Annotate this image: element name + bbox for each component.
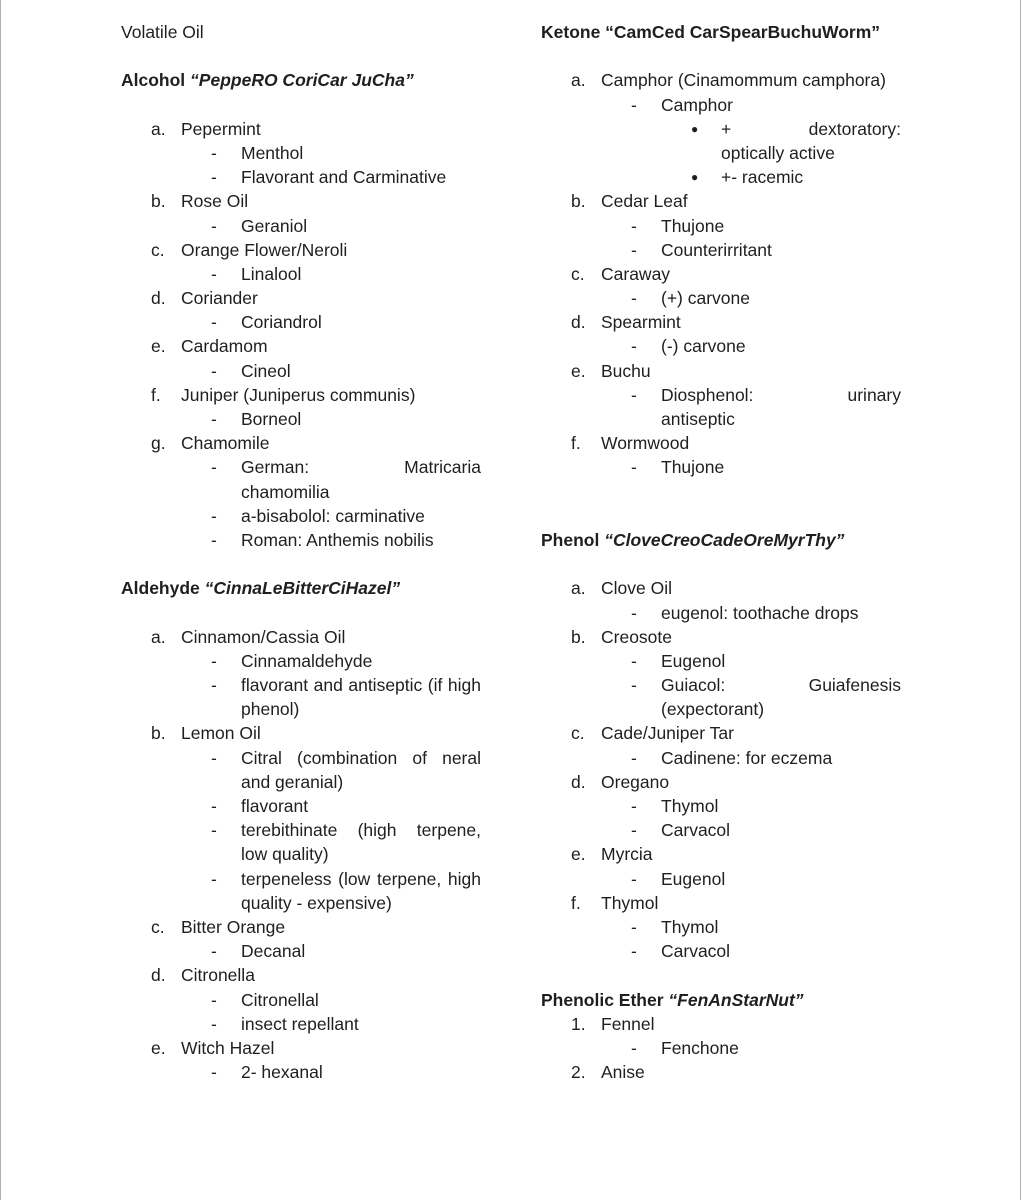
- sub-item: - Linalool: [211, 263, 302, 284]
- sub-item: - Borneol: [211, 409, 302, 429]
- document-title: Volatile Oil: [121, 22, 204, 42]
- right-column: [541, 20, 901, 1084]
- sub-item: - Eugenol: [631, 650, 726, 671]
- list-item: c. Bitter Orange: [151, 917, 286, 937]
- aldehyde-mnemonic: “CinnaLeBitterCiHazel”: [204, 578, 401, 599]
- sub-item: - Carvacol: [631, 820, 731, 841]
- sub-item: - Diosphenol: urinary: [631, 384, 901, 405]
- sub-item: - insect repellant: [211, 1013, 359, 1034]
- list-item: f. Wormwood: [571, 433, 690, 454]
- sub-item: - Decanal: [211, 941, 306, 962]
- list-item: d. Citronella: [151, 965, 255, 986]
- ketone-heading: Ketone “CamCed CarSpearBuchuWorm”: [541, 22, 881, 42]
- sub-item: - terebithinate (high terpene, low quality): [211, 820, 481, 865]
- sub-item: - Fenchone: [631, 1037, 739, 1058]
- alcohol-heading: Alcohol “PeppeRO CoriCar JuCha”: [121, 70, 414, 91]
- sub-item: - Cadinene: for eczema: [631, 747, 833, 768]
- bullet-item: ● + dextoratory:: [691, 118, 901, 139]
- list-item: 1. Fennel: [571, 1013, 655, 1034]
- phenol-heading: Phenol “CloveCreoCadeOreMyrThy”: [541, 529, 845, 550]
- sub-item: - Camphor: [631, 94, 733, 115]
- sub-item: - Menthol: [211, 142, 304, 163]
- sub-item: - Geraniol: [211, 215, 308, 236]
- aldehyde-heading: Aldehyde “CinnaLeBitterCiHazel”: [121, 578, 401, 599]
- sub-item: - (+) carvone: [631, 288, 750, 309]
- sub-item: - a-bisabolol: carminative: [211, 505, 425, 526]
- list-item: 2. Anise: [571, 1062, 645, 1083]
- sub-item: - German: Matricaria: [211, 457, 481, 478]
- alcohol-mnemonic: “PeppeRO CoriCar JuCha”: [190, 70, 414, 91]
- sub-item: - Eugenol: [631, 868, 726, 889]
- sub-item: - Thymol: [631, 916, 719, 937]
- list-item: b. Lemon Oil: [151, 723, 261, 744]
- sub-item-continued: chamomilia: [241, 481, 330, 502]
- list-item: e. Cardamom: [151, 336, 268, 357]
- sub-item: - Coriandrol: [211, 312, 322, 333]
- list-item: g. Chamomile: [151, 433, 270, 454]
- phenolic-ether-heading: Phenolic Ether “FenAnStarNut”: [541, 989, 804, 1010]
- sub-item: - Citral (combination of neral and geranial): [211, 747, 481, 792]
- phenolic-ether-mnemonic: “FenAnStarNut”: [668, 989, 804, 1010]
- bullet-item: ● +- racemic: [691, 167, 804, 188]
- list-item: e. Buchu: [571, 360, 651, 381]
- sub-item: - 2- hexanal: [211, 1062, 323, 1083]
- list-item: d. Spearmint: [571, 312, 681, 333]
- sub-item: - Citronellal: [211, 989, 319, 1010]
- sub-item: - Counterirritant: [631, 239, 772, 260]
- sub-item: - Roman: Anthemis nobilis: [211, 529, 434, 550]
- list-item: c. Cade/Juniper Tar: [571, 723, 734, 744]
- sub-item-continued: antiseptic: [661, 409, 735, 429]
- left-column: [121, 20, 481, 1084]
- list-item: b. Rose Oil: [151, 191, 249, 212]
- list-item: a. Camphor (Cinamommum camphora): [571, 70, 886, 91]
- list-item: e. Witch Hazel: [151, 1037, 275, 1058]
- sub-item: - Thymol: [631, 796, 719, 816]
- list-item: b. Cedar Leaf: [571, 191, 688, 212]
- sub-item: - Carvacol: [631, 941, 731, 962]
- list-item: f. Juniper (Juniperus communis): [151, 384, 416, 405]
- list-item: d. Oregano: [571, 771, 670, 792]
- list-item: a. Cinnamon/Cassia Oil: [151, 626, 346, 647]
- list-item: e. Myrcia: [571, 844, 653, 865]
- list-item: c. Caraway: [571, 263, 671, 284]
- sub-item: - Thujone: [631, 457, 725, 478]
- sub-item: - Thujone: [631, 215, 725, 236]
- sub-item: - flavorant and antiseptic (if high phenol): [211, 675, 481, 720]
- sub-item: - Cineol: [211, 360, 291, 381]
- list-item: b. Creosote: [571, 626, 673, 647]
- sub-item: - terpeneless (low terpene, high quality - expensive): [211, 868, 481, 913]
- sub-item: - eugenol: toothache drops: [631, 602, 859, 623]
- sub-item: - flavorant: [211, 796, 309, 817]
- list-item: a. Clove Oil: [571, 578, 672, 599]
- bullet-item-continued: optically active: [721, 142, 835, 163]
- sub-item: - Cinnamaldehyde: [211, 650, 373, 671]
- list-item: d. Coriander: [151, 288, 258, 309]
- sub-item: - Flavorant and Carminative: [211, 167, 447, 188]
- list-item: f. Thymol: [571, 892, 659, 913]
- list-item: a. Pepermint: [151, 118, 261, 139]
- phenol-mnemonic: “CloveCreoCadeOreMyrThy”: [604, 529, 845, 550]
- sub-item-continued: (expectorant): [661, 699, 765, 720]
- sub-item: - (-) carvone: [631, 336, 746, 357]
- list-item: c. Orange Flower/Neroli: [151, 239, 348, 260]
- sub-item: - Guiacol: Guiafenesis: [631, 675, 901, 696]
